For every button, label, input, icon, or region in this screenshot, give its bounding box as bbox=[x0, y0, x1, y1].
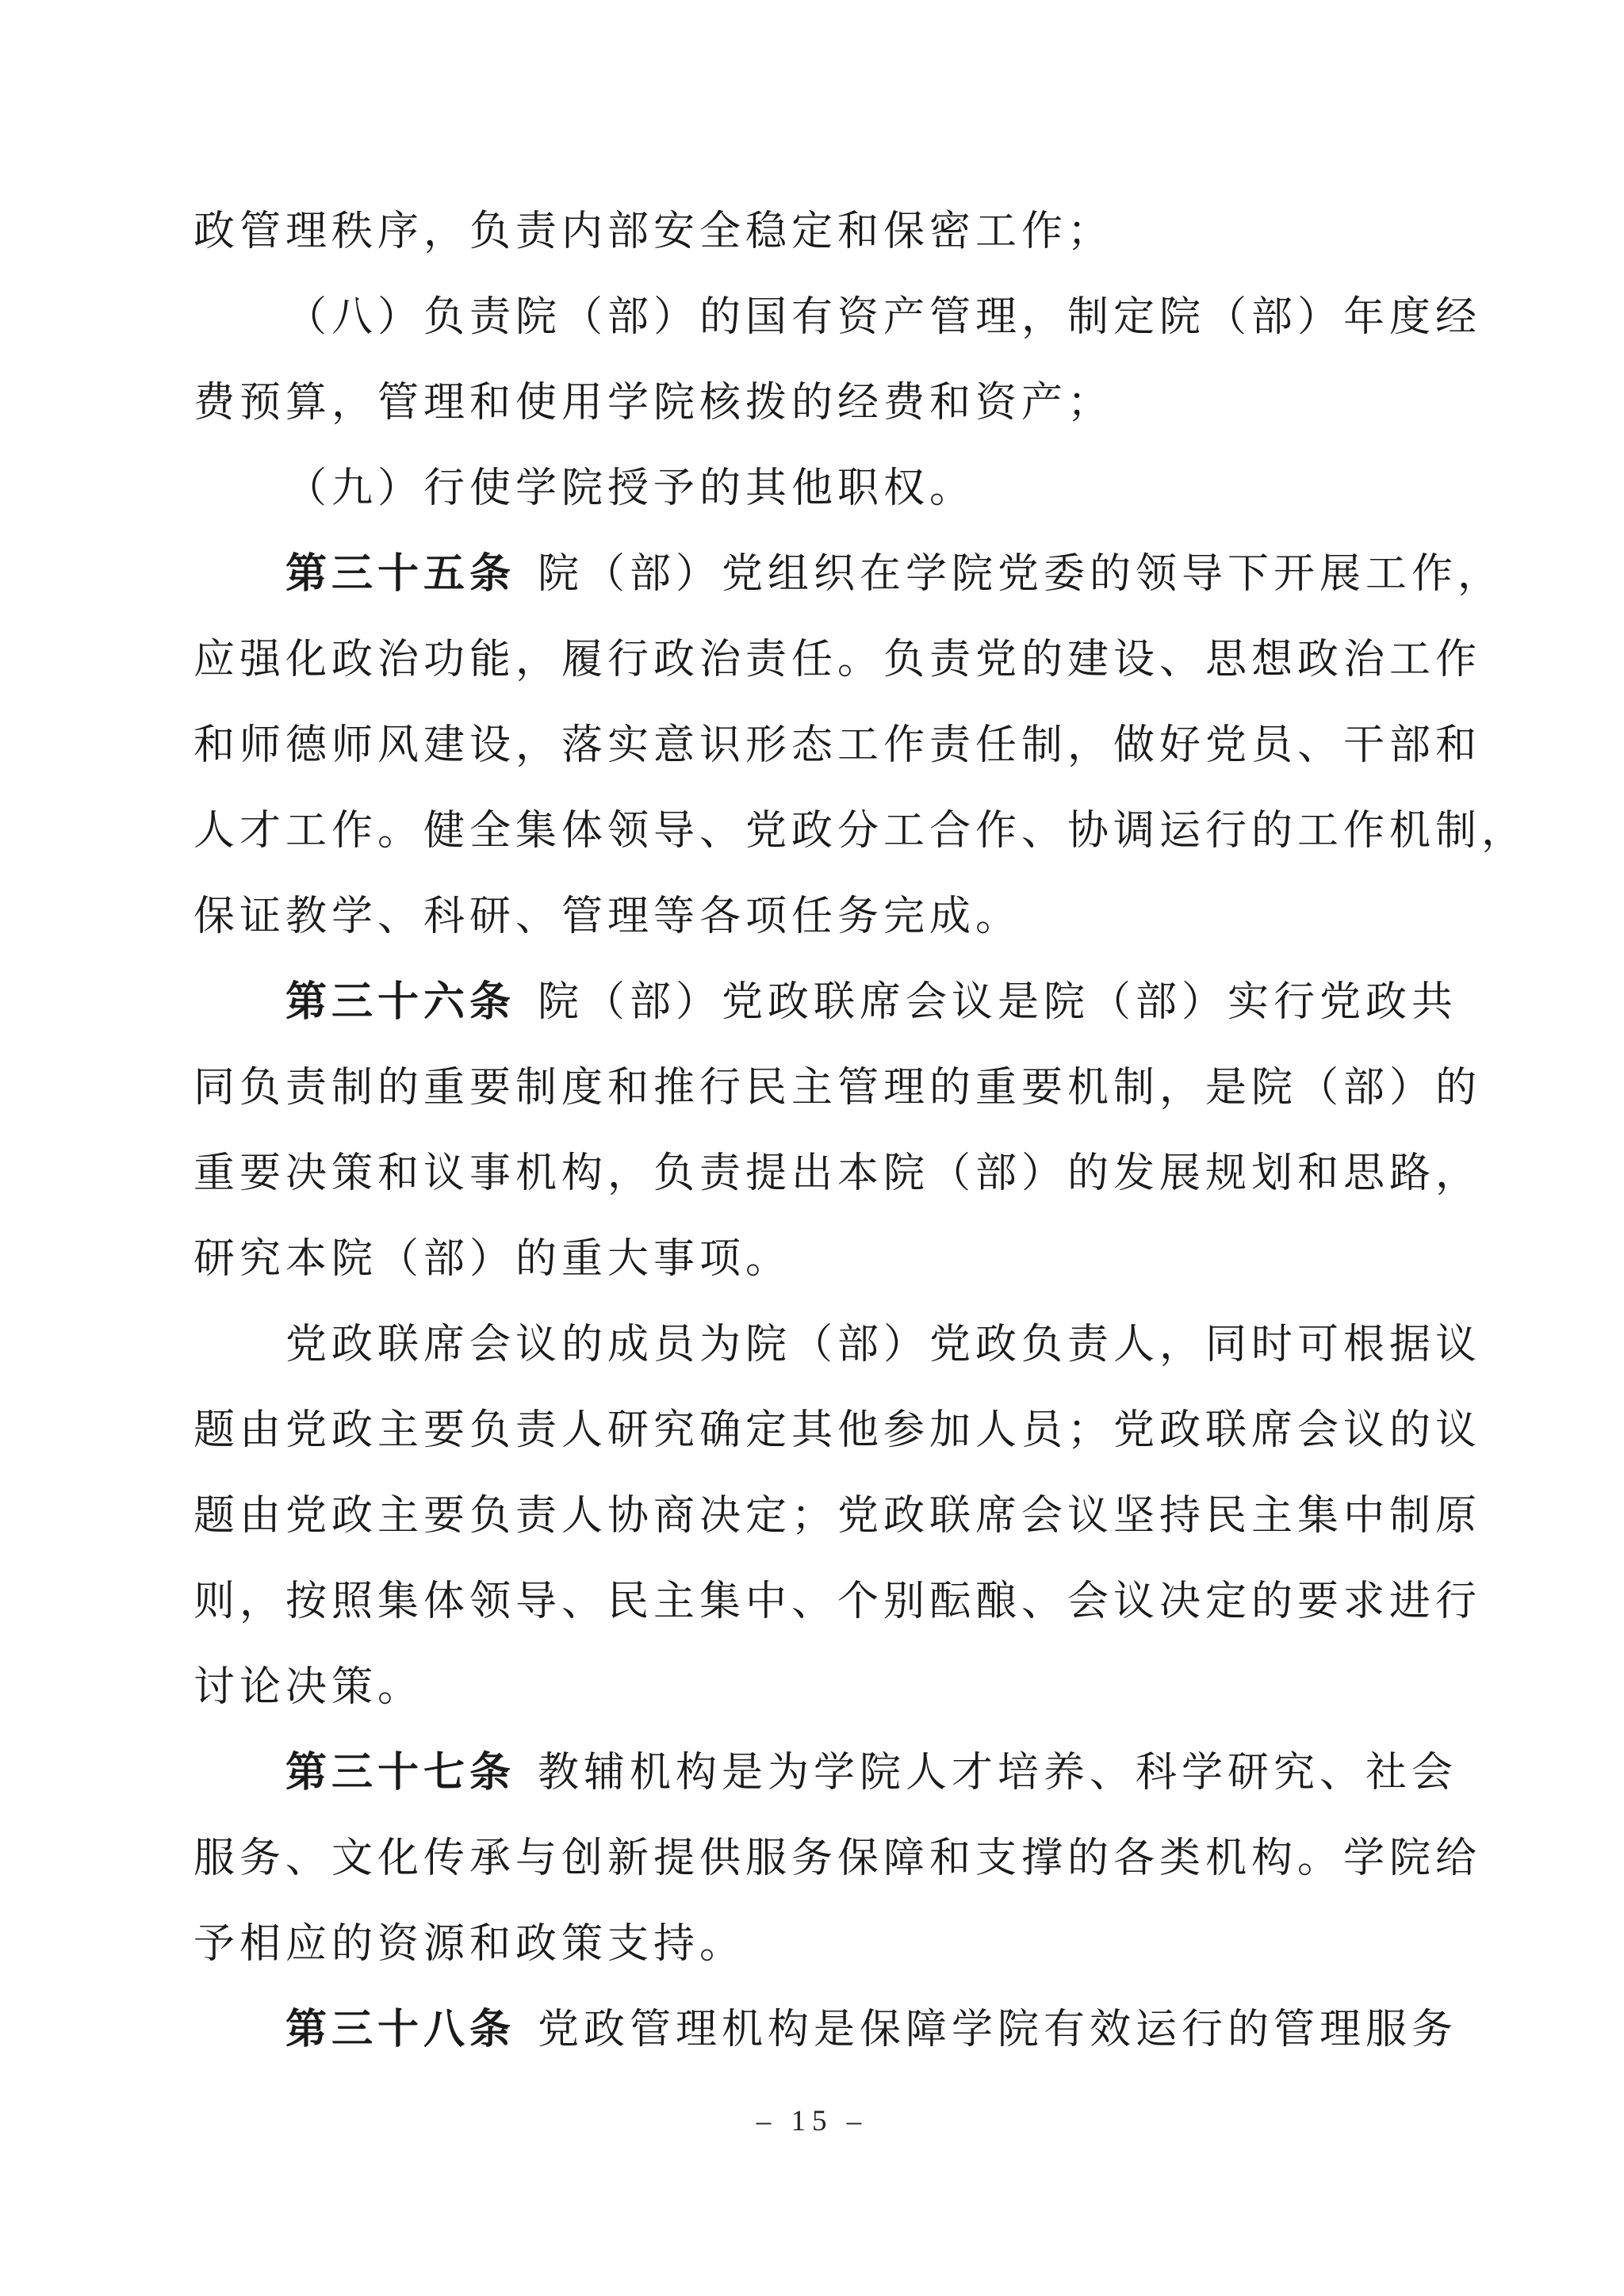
article-number: 第三十五条 bbox=[285, 552, 516, 597]
text-line bbox=[193, 1388, 1494, 1474]
text-line bbox=[193, 1559, 1494, 1645]
text-segment: （八）负责院（部）的国有资产管理，制定院（部）年度经 bbox=[285, 295, 1482, 340]
text-segment: 人才工作。健全集体领导、党政分工合作、协调运行的工作机制， bbox=[193, 809, 1528, 854]
text-segment: 题由党政主要负责人研究确定其他参加人员；党政联席会议的议 bbox=[193, 1408, 1482, 1453]
text-segment: 党政管理机构是保障学院有效运行的管理服务 bbox=[538, 2007, 1458, 2053]
text-segment: 政管理秩序，负责内部安全稳定和保密工作； bbox=[193, 209, 1114, 254]
text-line bbox=[193, 446, 1494, 532]
text-segment: 保证教学、科研、管理等各项任务完成。 bbox=[193, 894, 1022, 939]
text-line bbox=[193, 960, 1494, 1046]
text-line bbox=[193, 275, 1494, 361]
text-segment: 院（部）党组织在学院党委的领导下开展工作， bbox=[538, 552, 1504, 597]
text-line bbox=[193, 1731, 1494, 1816]
text-line bbox=[193, 1816, 1494, 1902]
text-line bbox=[193, 874, 1494, 960]
text-line bbox=[193, 618, 1494, 703]
text-line bbox=[193, 1902, 1494, 1988]
text-segment: 和师德师风建设，落实意识形态工作责任制，做好党员、干部和 bbox=[193, 723, 1482, 768]
text-segment: 予相应的资源和政策支持。 bbox=[193, 1922, 746, 1967]
text-line bbox=[193, 1988, 1494, 2073]
text-segment: 同负责制的重要制度和推行民主管理的重要机制，是院（部）的 bbox=[193, 1066, 1482, 1111]
text-segment: 服务、文化传承与创新提供服务保障和支撑的各类机构。学院给 bbox=[193, 1836, 1482, 1881]
text-segment: 题由党政主要负责人协商决定；党政联席会议坚持民主集中制原 bbox=[193, 1494, 1482, 1539]
text-line bbox=[193, 361, 1494, 446]
text-line bbox=[193, 189, 1494, 275]
page-number: – 15 – bbox=[756, 2105, 868, 2137]
article-number: 第三十七条 bbox=[285, 1751, 516, 1796]
text-line bbox=[193, 1474, 1494, 1559]
article-number: 第三十六条 bbox=[285, 980, 516, 1025]
text-line bbox=[193, 532, 1504, 618]
text-line bbox=[193, 1131, 1494, 1217]
text-line bbox=[193, 1217, 1494, 1303]
text-segment: 则，按照集体领导、民主集中、个别酝酿、会议决定的要求进行 bbox=[193, 1579, 1482, 1624]
text-segment: 重要决策和议事机构，负责提出本院（部）的发展规划和思路， bbox=[193, 1151, 1482, 1196]
text-segment: 院（部）党政联席会议是院（部）实行党政共 bbox=[538, 980, 1458, 1025]
text-segment: （九）行使学院授予的其他职权。 bbox=[285, 466, 976, 511]
article-number: 第三十八条 bbox=[285, 2007, 516, 2053]
text-segment: 讨论决策。 bbox=[193, 1665, 424, 1710]
text-segment: 应强化政治功能，履行政治责任。负责党的建设、思想政治工作 bbox=[193, 637, 1482, 683]
text-segment: 费预算，管理和使用学院核拨的经费和资产； bbox=[193, 381, 1114, 426]
text-line bbox=[193, 1303, 1494, 1388]
text-line bbox=[193, 1645, 1494, 1731]
document-body bbox=[193, 189, 1528, 2073]
text-segment: 教辅机构是为学院人才培养、科学研究、社会 bbox=[538, 1751, 1458, 1796]
text-segment: 党政联席会议的成员为院（部）党政负责人，同时可根据议 bbox=[285, 1322, 1482, 1368]
text-line bbox=[193, 703, 1494, 789]
text-line bbox=[193, 1046, 1494, 1131]
text-line bbox=[193, 789, 1528, 874]
text-segment: 研究本院（部）的重大事项。 bbox=[193, 1237, 792, 1282]
